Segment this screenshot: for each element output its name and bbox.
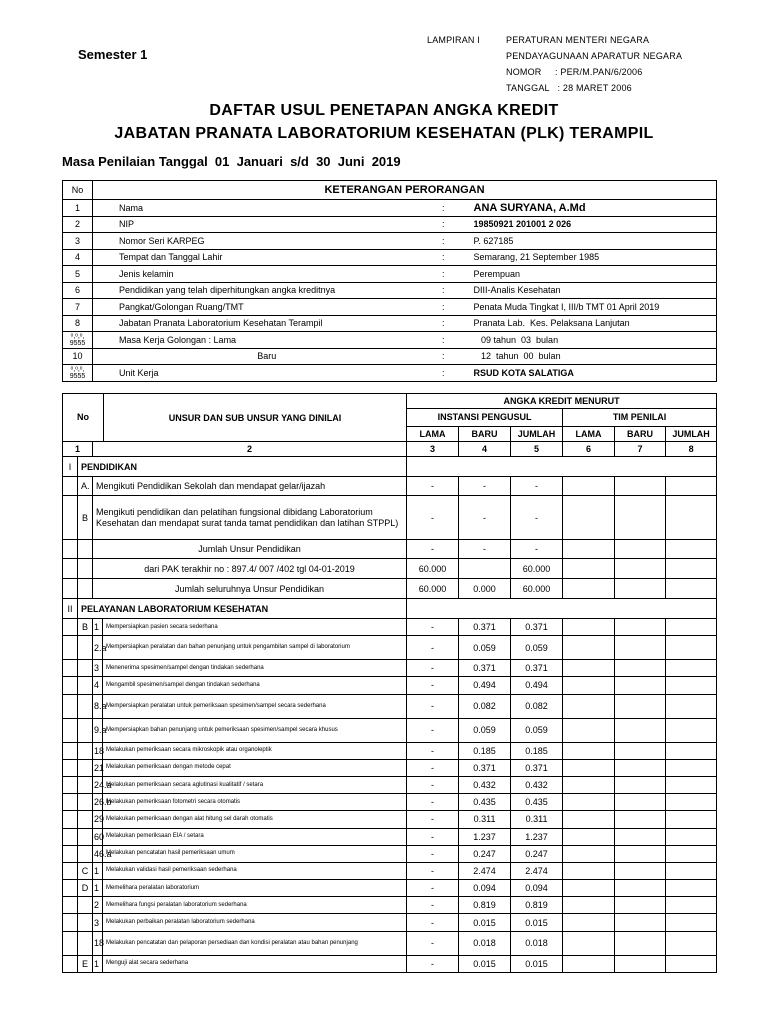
item-description: Melakukan pencatatan hasil pemeriksaan umum (103, 845, 407, 862)
value-jumlah: 60.000 (511, 559, 563, 579)
summary-row (63, 559, 717, 579)
item-description: Mempersiapkan pasien secara sederhana (103, 619, 407, 636)
value-lama: - (407, 742, 459, 759)
value-lama: - (407, 897, 459, 914)
value-baru: 0.015 (459, 914, 511, 931)
header-baru: BARU (459, 426, 511, 441)
field-value: P. 627185 (448, 233, 717, 250)
header-instansi: INSTANSI PENGUSUL (407, 409, 563, 426)
item-description: Melakukan pemeriksaan fotometri secara otomatis (103, 794, 407, 811)
value-lama: - (407, 660, 459, 677)
colnum: 7 (615, 442, 666, 457)
group-letter (78, 660, 93, 677)
item-code: 3 (93, 914, 103, 931)
value-baru: 0.819 (459, 897, 511, 914)
value-jumlah: 0.435 (511, 794, 563, 811)
group-letter: D (78, 880, 93, 897)
personal-row (63, 299, 717, 316)
document-title: DAFTAR USUL PENETAPAN ANGKA KREDIT (209, 102, 559, 119)
field-value: DIII-Analis Kesehatan (448, 282, 717, 299)
education-row (63, 477, 717, 496)
value-baru: 0.082 (459, 694, 511, 718)
service-item-row (63, 880, 717, 897)
field-value: Pranata Lab. Kes. Pelaksana Lanjutan (448, 315, 717, 332)
field-label: Jabatan Pranata Laboratorium Kesehatan Terampil (93, 315, 418, 332)
service-item-row (63, 660, 717, 677)
value-baru: - (459, 540, 511, 559)
value-jumlah: 0.371 (511, 660, 563, 677)
item-code: 2 (93, 897, 103, 914)
group-letter (78, 811, 93, 828)
value-jumlah: 0.311 (511, 811, 563, 828)
education-row (63, 496, 717, 540)
group-letter (78, 845, 93, 862)
semester-label: Semester 1 (78, 47, 148, 62)
item-code: 60 (93, 828, 103, 845)
value-baru: 0.311 (459, 811, 511, 828)
personal-row (63, 200, 717, 217)
item-description: Melakukan validasi hasil pemeriksaan sederhana (103, 862, 407, 879)
personal-row (63, 249, 717, 266)
service-item-row (63, 828, 717, 845)
value-baru: 0.432 (459, 776, 511, 793)
item-description: Mempersiapkan peralatan dan bahan penunjang untuk pengambilan sampel di laboratorium (103, 636, 407, 660)
header-tim: TIM PENILAI (563, 409, 717, 426)
header-no: No (63, 181, 93, 200)
item-code: 46.a (93, 845, 103, 862)
lampiran-regulation (506, 32, 682, 96)
regulation-line: NOMOR : PER/M.PAN/6/2006 (506, 67, 643, 77)
value-jumlah: 2.474 (511, 862, 563, 879)
value-baru: 0.494 (459, 677, 511, 694)
item-code: A. (78, 477, 93, 496)
field-value: Semarang, 21 September 1985 (448, 249, 717, 266)
colon: : (418, 249, 448, 266)
value-jumlah: 0.371 (511, 759, 563, 776)
field-value: 09 tahun 03 bulan (448, 332, 717, 349)
colnum: 4 (459, 442, 511, 457)
header-keterangan: KETERANGAN PERORANGAN (93, 181, 717, 200)
colon: : (418, 233, 448, 250)
item-description: Mengikuti pendidikan dan pelatihan fungsional dibidang Laboratorium Kesehatan dan mendapat surat tanda tamat pendidikan dan latihan STPPL) (93, 496, 407, 540)
row-number: 10 (63, 348, 93, 365)
value-jumlah: 0.819 (511, 897, 563, 914)
value-lama: - (407, 677, 459, 694)
item-code: 18 (93, 742, 103, 759)
field-label: Masa Kerja Golongan : Lama (93, 332, 418, 349)
assessment-period: Masa Penilaian Tanggal 01 Januari s/d 30 Juni 2019 (62, 154, 401, 169)
item-description: Melakukan pemeriksaan EIA / setara (103, 828, 407, 845)
field-value: ANA SURYANA, A.Md (448, 200, 717, 217)
service-item-row (63, 636, 717, 660)
value-jumlah: 0.059 (511, 718, 563, 742)
item-code: B (78, 496, 93, 540)
item-code: 1 (93, 862, 103, 879)
colnum: 5 (511, 442, 563, 457)
group-letter (78, 931, 93, 955)
group-letter (78, 742, 93, 759)
field-label: Baru (93, 348, 418, 365)
service-item-row (63, 914, 717, 931)
value-jumlah: 0.432 (511, 776, 563, 793)
header-no-unsur (63, 394, 407, 442)
value-lama: - (407, 862, 459, 879)
value-baru: - (459, 496, 511, 540)
group-letter (78, 897, 93, 914)
item-description: Menguji alat secara sederhana (103, 955, 407, 972)
colon: : (418, 266, 448, 283)
service-item-row (63, 718, 717, 742)
field-value: Penata Muda Tingkat I, III/b TMT 01 April 2019 (448, 299, 717, 316)
personal-row (63, 282, 717, 299)
value-baru (459, 559, 511, 579)
value-lama: - (407, 694, 459, 718)
value-lama: - (407, 931, 459, 955)
colon: : (418, 200, 448, 217)
group-letter (78, 759, 93, 776)
value-jumlah: 1.237 (511, 828, 563, 845)
value-jumlah: 0.371 (511, 619, 563, 636)
group-letter (78, 636, 93, 660)
personal-row (63, 233, 717, 250)
group-letter (78, 828, 93, 845)
header-baru: BARU (615, 426, 666, 441)
value-jumlah: 0.247 (511, 845, 563, 862)
value-jumlah: - (511, 477, 563, 496)
colon: : (418, 216, 448, 233)
colon: : (418, 348, 448, 365)
row-number: ᵒ,ᵒ,ᵒ, 9555 (63, 332, 93, 349)
header-unsur: UNSUR DAN SUB UNSUR YANG DINILAI (168, 412, 342, 423)
credit-table (62, 393, 717, 973)
personal-row (63, 315, 717, 332)
summary-label: Jumlah Unsur Pendidikan (93, 540, 407, 559)
service-item-row (63, 619, 717, 636)
item-description: Memelihara peralatan laboratorium (103, 880, 407, 897)
value-baru: 0.059 (459, 636, 511, 660)
value-lama: - (407, 540, 459, 559)
header-jumlah: JUMLAH (511, 426, 563, 441)
item-description: Memelihara fungsi peralatan laboratorium sederhana (103, 897, 407, 914)
service-item-row (63, 742, 717, 759)
value-lama: - (407, 759, 459, 776)
value-jumlah: 60.000 (511, 579, 563, 599)
value-lama: - (407, 828, 459, 845)
group-letter: C (78, 862, 93, 879)
value-jumlah: 0.094 (511, 880, 563, 897)
colnum: 1 (63, 442, 93, 457)
header-lama: LAMA (407, 426, 459, 441)
value-jumlah: 0.494 (511, 677, 563, 694)
section-number: I (63, 457, 78, 477)
personal-info-table (62, 180, 717, 382)
value-baru: 0.000 (459, 579, 511, 599)
item-code: 2.a (93, 636, 103, 660)
value-baru: 1.237 (459, 828, 511, 845)
summary-label: dari PAK terakhir no : 897.4/ 007 /402 tgl 04-01-2019 (93, 559, 407, 579)
row-number: 3 (63, 233, 93, 250)
regulation-line: PERATURAN MENTERI NEGARA (506, 35, 650, 45)
lampiran-label: LAMPIRAN I (427, 35, 481, 45)
section-title: PELAYANAN LABORATORIUM KESEHATAN (78, 599, 407, 619)
item-code: 3 (93, 660, 103, 677)
section-number: II (63, 599, 78, 619)
field-label: NIP (93, 216, 418, 233)
field-value: RSUD KOTA SALATIGA (448, 365, 717, 382)
service-item-row (63, 694, 717, 718)
header-jumlah: JUMLAH (666, 426, 717, 441)
item-code: 18 (93, 931, 103, 955)
value-baru: 0.247 (459, 845, 511, 862)
value-lama: - (407, 914, 459, 931)
item-description: Melakukan pencatatan dan pelaporan persediaan dan kondisi peralatan atau bahan penunjang (103, 931, 407, 955)
group-letter (78, 914, 93, 931)
colnum: 8 (666, 442, 717, 457)
service-item-row (63, 955, 717, 972)
group-letter (78, 776, 93, 793)
colnum: 6 (563, 442, 615, 457)
item-description: Mempersiapkan bahan penunjang untuk pemeriksaan spesimen/sampel secara khusus (103, 718, 407, 742)
item-description: Melakukan pemeriksaan secara aglutinasi kualitatif / setara (103, 776, 407, 793)
group-letter (78, 794, 93, 811)
value-baru: 0.185 (459, 742, 511, 759)
value-jumlah: 0.059 (511, 636, 563, 660)
value-lama: 60.000 (407, 579, 459, 599)
group-letter: B (78, 619, 93, 636)
value-lama: - (407, 619, 459, 636)
field-label: Nama (93, 200, 418, 217)
item-code: 26.b (93, 794, 103, 811)
regulation-line: PENDAYAGUNAAN APARATUR NEGARA (506, 51, 683, 61)
value-lama: - (407, 794, 459, 811)
document-subtitle: JABATAN PRANATA LABORATORIUM KESEHATAN (PLK) TERAMPIL (114, 125, 654, 142)
value-baru: - (459, 477, 511, 496)
personal-row (63, 348, 717, 365)
row-number: 1 (63, 200, 93, 217)
field-value: 12 tahun 00 bulan (448, 348, 717, 365)
field-label: Unit Kerja (93, 365, 418, 382)
personal-row (63, 332, 717, 349)
item-description: Mengambil spesimen/sampel dengan tindakan sederhana (103, 677, 407, 694)
group-letter (78, 718, 93, 742)
row-number: 8 (63, 315, 93, 332)
value-baru: 2.474 (459, 862, 511, 879)
value-lama: - (407, 477, 459, 496)
value-lama: - (407, 496, 459, 540)
service-item-row (63, 862, 717, 879)
colon: : (418, 282, 448, 299)
personal-row (63, 266, 717, 283)
header-no: No (63, 394, 104, 441)
service-item-row (63, 759, 717, 776)
item-description: Menenerima spesimen/sampel dengan tindakan sederhana (103, 660, 407, 677)
item-code: 8.a (93, 694, 103, 718)
colon: : (418, 315, 448, 332)
field-label: Nomor Seri KARPEG (93, 233, 418, 250)
row-number: 7 (63, 299, 93, 316)
row-number: 2 (63, 216, 93, 233)
group-letter (78, 694, 93, 718)
group-letter (78, 677, 93, 694)
value-lama: - (407, 845, 459, 862)
item-code: 1 (93, 880, 103, 897)
group-letter: E (78, 955, 93, 972)
personal-row (63, 365, 717, 382)
row-number: ᵒ,ᵒ,ᵒ, 9555 (63, 365, 93, 382)
value-lama: - (407, 880, 459, 897)
summary-label: Jumlah seluruhnya Unsur Pendidikan (93, 579, 407, 599)
value-jumlah: - (511, 540, 563, 559)
personal-row (63, 216, 717, 233)
service-item-row (63, 897, 717, 914)
item-code: 24.a (93, 776, 103, 793)
value-lama: - (407, 811, 459, 828)
summary-row (63, 540, 717, 559)
header-lama: LAMA (563, 426, 615, 441)
row-number: 5 (63, 266, 93, 283)
item-description: Mempersiapkan peralatan untuk pemeriksaan spesimen/sampel secara sederhana (103, 694, 407, 718)
service-item-row (63, 811, 717, 828)
colnum: 3 (407, 442, 459, 457)
item-code: 21 (93, 759, 103, 776)
field-label: Jenis kelamin (93, 266, 418, 283)
service-item-row (63, 931, 717, 955)
item-code: 1 (93, 955, 103, 972)
value-jumlah: 0.185 (511, 742, 563, 759)
field-label: Pendidikan yang telah diperhitungkan angka kreditnya (93, 282, 418, 299)
row-number: 6 (63, 282, 93, 299)
value-baru: 0.059 (459, 718, 511, 742)
item-code: 29 (93, 811, 103, 828)
regulation-line: TANGGAL : 28 MARET 2006 (506, 83, 632, 93)
value-baru: 0.018 (459, 931, 511, 955)
item-code: 9.a (93, 718, 103, 742)
header-angka-kredit: ANGKA KREDIT MENURUT (407, 394, 717, 409)
item-description: Melakukan pemeriksaan dengan alat hitung sel darah otomatis (103, 811, 407, 828)
item-code: 1 (93, 619, 103, 636)
service-item-row (63, 776, 717, 793)
colon: : (418, 332, 448, 349)
value-baru: 0.435 (459, 794, 511, 811)
field-value: 19850921 201001 2 026 (448, 216, 717, 233)
value-baru: 0.371 (459, 759, 511, 776)
value-lama: 60.000 (407, 559, 459, 579)
value-jumlah: 0.015 (511, 955, 563, 972)
field-label: Pangkat/Golongan Ruang/TMT (93, 299, 418, 316)
value-jumlah: 0.082 (511, 694, 563, 718)
summary-row (63, 579, 717, 599)
item-description: Melakukan perbaikan peralatan laboratorium sederhana (103, 914, 407, 931)
value-baru: 0.371 (459, 660, 511, 677)
item-code: 4 (93, 677, 103, 694)
field-label: Tempat dan Tanggal Lahir (93, 249, 418, 266)
service-item-row (63, 845, 717, 862)
service-item-row (63, 794, 717, 811)
item-description: Melakukan pemeriksaan dengan metode cepat (103, 759, 407, 776)
value-lama: - (407, 718, 459, 742)
value-lama: - (407, 776, 459, 793)
item-description: Mengikuti Pendidikan Sekolah dan mendapat gelar/ijazah (93, 477, 407, 496)
value-jumlah: - (511, 496, 563, 540)
value-baru: 0.371 (459, 619, 511, 636)
row-number: 4 (63, 249, 93, 266)
value-lama: - (407, 636, 459, 660)
field-value: Perempuan (448, 266, 717, 283)
item-description: Melakukan pemeriksaan secara mikroskopik atau organoleptik (103, 742, 407, 759)
value-jumlah: 0.015 (511, 914, 563, 931)
service-item-row (63, 677, 717, 694)
section-title: PENDIDIKAN (78, 457, 407, 477)
colnum: 2 (93, 442, 407, 457)
value-baru: 0.094 (459, 880, 511, 897)
value-baru: 0.015 (459, 955, 511, 972)
value-lama: - (407, 955, 459, 972)
colon: : (418, 299, 448, 316)
colon: : (418, 365, 448, 382)
value-jumlah: 0.018 (511, 931, 563, 955)
